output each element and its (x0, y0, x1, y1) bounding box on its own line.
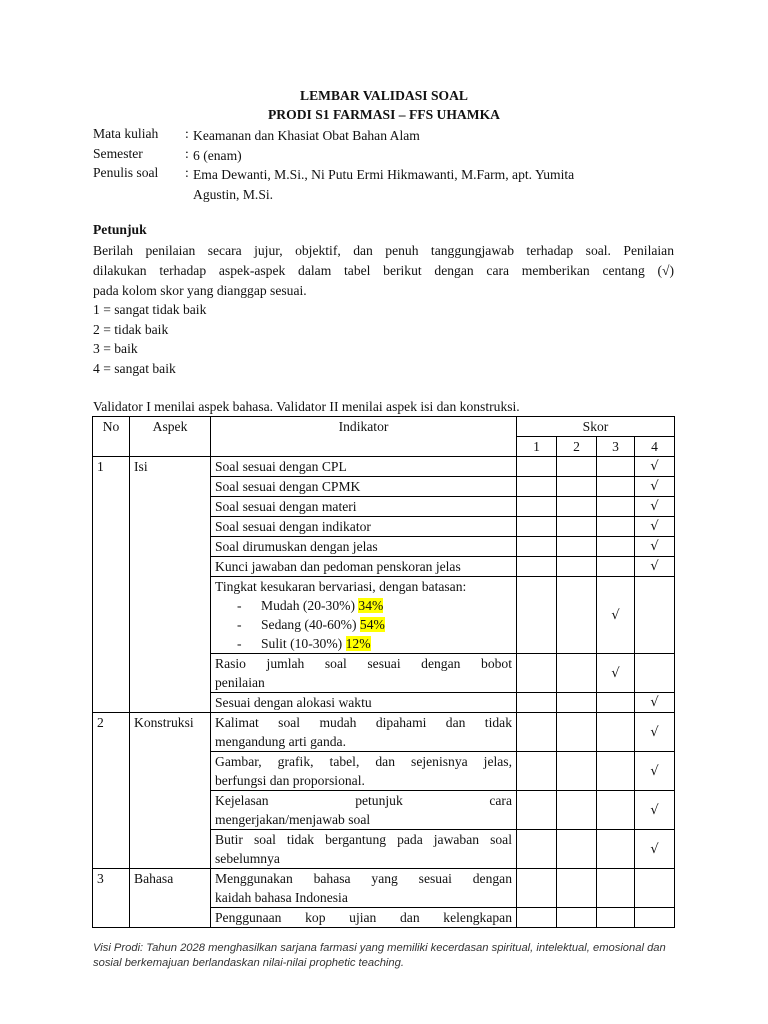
table-row (93, 713, 675, 752)
validation-table (92, 416, 675, 928)
score-cell[interactable] (597, 537, 635, 557)
indicator-cell (211, 830, 517, 869)
score-cell[interactable] (557, 713, 597, 752)
score-cell[interactable] (557, 477, 597, 497)
score-cell-checked[interactable]: √ (635, 477, 675, 497)
section-aspek: Isi (130, 457, 211, 713)
score-cell[interactable] (517, 869, 557, 908)
indicator-line: Kalimat soal mudah dipahami dan tidak (215, 715, 512, 730)
indicator-cell (211, 713, 517, 752)
score-cell[interactable] (557, 557, 597, 577)
score-cell-checked[interactable]: √ (635, 497, 675, 517)
score-cell[interactable] (597, 908, 635, 928)
instructions-heading: Petunjuk (93, 222, 147, 237)
score-cell[interactable] (557, 869, 597, 908)
score-cell[interactable] (597, 517, 635, 537)
table-header-row (93, 417, 675, 437)
indicator-cell: Penggunaan kop ujian dan kelengkapan (211, 908, 517, 928)
score-cell[interactable] (557, 577, 597, 654)
list-dash: - (237, 636, 242, 651)
paragraph-line: pada kolom skor yang dianggap sesuai. (93, 283, 307, 298)
meta-value-line: Ema Dewanti, M.Si., Ni Putu Ermi Hikmawanti, M.Farm, apt. Yumita (193, 167, 575, 182)
score-cell[interactable] (557, 497, 597, 517)
difficulty-label: Sedang (40-60%) (261, 617, 357, 632)
header-score-2: 2 (557, 437, 597, 457)
table-row (93, 457, 675, 477)
meta-colon: : (185, 126, 189, 141)
score-cell[interactable] (557, 654, 597, 693)
score-cell[interactable] (557, 693, 597, 713)
header-indikator: Indikator (211, 417, 517, 457)
difficulty-value: 34% (358, 598, 384, 613)
header-skor: Skor (517, 417, 675, 437)
indicator-line: berfungsi dan proporsional. (215, 773, 365, 788)
score-cell[interactable] (517, 713, 557, 752)
meta-value: Keamanan dan Khasiat Obat Bahan Alam (193, 128, 420, 143)
header-no: No (93, 417, 130, 457)
header-score-3: 3 (597, 437, 635, 457)
indicator-cell: Sesuai dengan alokasi waktu (211, 693, 517, 713)
indicator-cell (211, 752, 517, 791)
indicator-line: penilaian (215, 675, 265, 690)
footer-vision: Visi Prodi: Tahun 2028 menghasilkan sarjana farmasi yang memiliki kecerdasan spiritual, intelektual, emosional dan sosial berkemajuan berlandaskan nilai-nilai prophetic teaching. (93, 942, 666, 969)
indicator-line: Kejelasan petunjuk cara (215, 793, 512, 808)
score-cell[interactable] (635, 654, 675, 693)
score-cell[interactable] (597, 752, 635, 791)
score-cell-checked[interactable]: √ (635, 752, 675, 791)
score-cell-checked[interactable]: √ (635, 517, 675, 537)
score-cell[interactable] (517, 654, 557, 693)
header-score-4: 4 (635, 437, 675, 457)
header-score-1: 1 (517, 437, 557, 457)
indicator-cell: Soal sesuai dengan indikator (211, 517, 517, 537)
meta-label: Mata kuliah (93, 126, 159, 141)
score-cell[interactable] (597, 713, 635, 752)
scale-item: 1 = sangat tidak baik (93, 302, 207, 317)
indicator-cell (211, 654, 517, 693)
score-cell-checked[interactable]: √ (635, 713, 675, 752)
indicator-line: mengandung arti ganda. (215, 734, 346, 749)
meta-label: Penulis soal (93, 165, 159, 180)
indicator-line: Gambar, grafik, tabel, dan sejenisnya jelas, (215, 754, 512, 769)
section-no: 3 (93, 869, 130, 928)
score-cell[interactable] (557, 752, 597, 791)
instructions-paragraph (93, 241, 674, 301)
score-cell[interactable] (597, 477, 635, 497)
document-subtitle: PRODI S1 FARMASI – FFS UHAMKA (268, 107, 500, 122)
score-cell[interactable] (517, 497, 557, 517)
indicator-line: sebelumnya (215, 851, 280, 866)
score-cell-checked[interactable]: √ (635, 557, 675, 577)
difficulty-item (215, 615, 512, 634)
difficulty-intro: Tingkat kesukaran bervariasi, dengan batasan: (215, 579, 467, 594)
indicator-line: Menggunakan bahasa yang sesuai dengan (215, 871, 512, 886)
score-cell[interactable] (557, 830, 597, 869)
meta-value: 6 (enam) (193, 148, 242, 163)
score-cell[interactable] (557, 457, 597, 477)
indicator-line: mengerjakan/menjawab soal (215, 812, 371, 827)
meta-value (193, 165, 653, 205)
score-cell[interactable] (517, 693, 557, 713)
document-title: LEMBAR VALIDASI SOAL (300, 88, 468, 103)
score-cell[interactable] (557, 908, 597, 928)
score-cell[interactable] (517, 537, 557, 557)
difficulty-value: 54% (359, 617, 385, 632)
score-cell[interactable] (635, 577, 675, 654)
score-cell[interactable] (517, 517, 557, 537)
meta-colon: : (185, 146, 189, 161)
score-cell-checked[interactable]: √ (635, 791, 675, 830)
difficulty-item (215, 634, 512, 653)
score-cell[interactable] (597, 693, 635, 713)
score-cell[interactable] (597, 497, 635, 517)
score-cell[interactable] (517, 457, 557, 477)
meta-label: Semester (93, 146, 143, 161)
indicator-line: Rasio jumlah soal sesuai dengan bobot (215, 656, 512, 671)
difficulty-value: 12% (345, 636, 371, 651)
score-cell-checked[interactable]: √ (635, 537, 675, 557)
difficulty-item (215, 596, 512, 615)
indicator-cell (211, 869, 517, 908)
score-cell-checked[interactable]: √ (635, 693, 675, 713)
score-cell[interactable] (517, 908, 557, 928)
score-cell[interactable] (517, 752, 557, 791)
score-cell[interactable] (517, 830, 557, 869)
indicator-cell: Soal sesuai dengan materi (211, 497, 517, 517)
list-dash: - (237, 617, 242, 632)
list-dash: - (237, 598, 242, 613)
score-cell-checked[interactable]: √ (635, 457, 675, 477)
indicator-cell: Soal sesuai dengan CPL (211, 457, 517, 477)
difficulty-label: Sulit (10-30%) (261, 636, 343, 651)
indicator-cell (211, 791, 517, 830)
score-cell-checked[interactable]: √ (597, 577, 635, 654)
score-cell[interactable] (517, 791, 557, 830)
indicator-cell: Soal sesuai dengan CPMK (211, 477, 517, 497)
score-cell[interactable] (557, 517, 597, 537)
meta-value-line: Agustin, M.Si. (193, 187, 274, 202)
indicator-line: Butir soal tidak bergantung pada jawaban soal (215, 832, 512, 847)
score-cell[interactable] (597, 791, 635, 830)
score-cell-checked[interactable]: √ (635, 830, 675, 869)
indicator-cell: Soal dirumuskan dengan jelas (211, 537, 517, 557)
score-cell[interactable] (517, 557, 557, 577)
section-aspek: Bahasa (130, 869, 211, 928)
score-cell[interactable] (597, 457, 635, 477)
paragraph-line: dilakukan terhadap aspek-aspek dalam tabel berikut dengan cara memberikan centang (√) (93, 263, 674, 278)
paragraph-line: Berilah penilaian secara jujur, objektif, dan penuh tanggungjawab terhadap soal. Penilaian (93, 243, 674, 258)
indicator-cell (211, 577, 517, 654)
scale-item: 3 = baik (93, 341, 138, 356)
score-cell[interactable] (557, 791, 597, 830)
section-no: 2 (93, 713, 130, 869)
section-aspek: Konstruksi (130, 713, 211, 869)
meta-colon: : (185, 165, 189, 180)
indicator-cell: Kunci jawaban dan pedoman penskoran jelas (211, 557, 517, 577)
scale-item: 4 = sangat baik (93, 361, 176, 376)
score-cell[interactable] (517, 577, 557, 654)
score-cell[interactable] (635, 869, 675, 908)
difficulty-label: Mudah (20-30%) (261, 598, 356, 613)
score-cell[interactable] (597, 869, 635, 908)
score-cell-checked[interactable]: √ (597, 654, 635, 693)
indicator-line: kaidah bahasa Indonesia (215, 890, 348, 905)
score-cell[interactable] (557, 537, 597, 557)
table-row (93, 869, 675, 908)
score-cell[interactable] (517, 477, 557, 497)
scale-item: 2 = tidak baik (93, 322, 169, 337)
score-cell[interactable] (597, 830, 635, 869)
section-no: 1 (93, 457, 130, 713)
score-cell[interactable] (597, 557, 635, 577)
validator-note: Validator I menilai aspek bahasa. Validator II menilai aspek isi dan konstruksi. (93, 399, 520, 414)
score-cell[interactable] (635, 908, 675, 928)
header-aspek: Aspek (130, 417, 211, 457)
